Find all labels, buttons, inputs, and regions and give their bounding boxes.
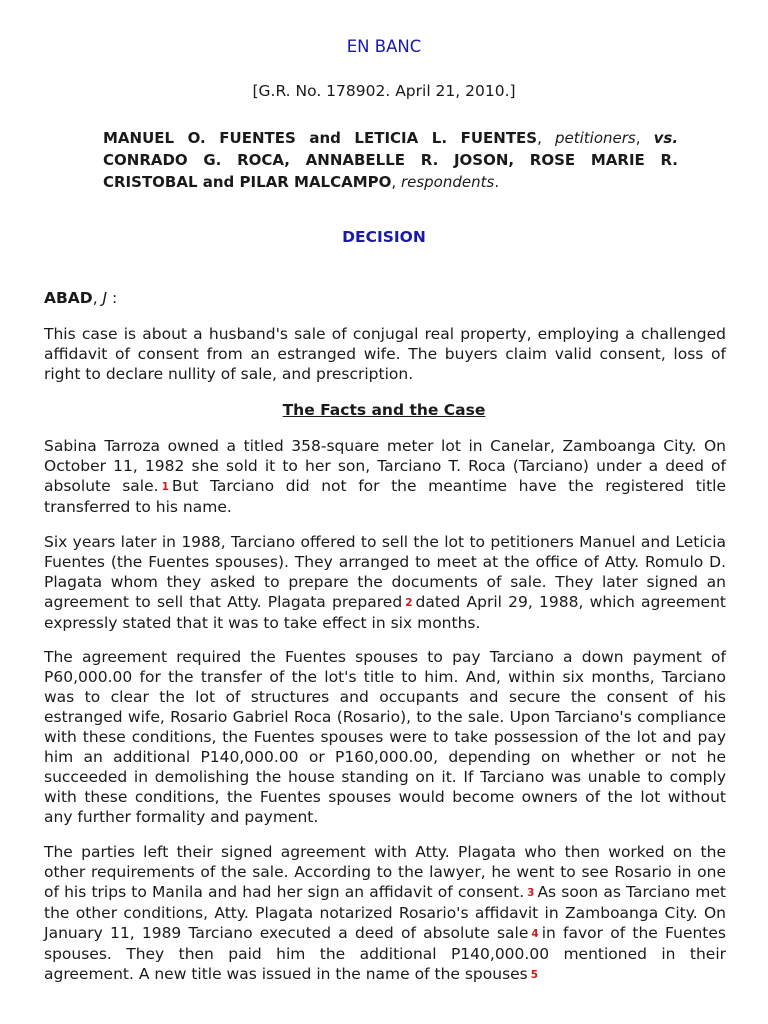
- petitioners-label: petitioners: [554, 129, 636, 147]
- paragraph-1: [44, 436, 726, 517]
- paragraph-3: The agreement required the Fuentes spouses to pay Tarciano a down payment of P60,000.00 for the transfer of the lot's title to him. And, within six months, Tarciano was to clear the lot of structures and occupants and secure the consent of his estranged wife, Rosario Gabriel Roca (Rosario), to the sale. Upon Tarciano's compliance with these conditions, the Fuentes spouses were to take possession of the lot and pay him an additional P140,000.00 or P160,000.00, depending on whether or not he succeeded in demolishing the house standing on it. If Tarciano was unable to comply with these conditions, the Fuentes spouses would become owners of the lot without any further formality and payment.: [44, 648, 726, 826]
- decision-title: DECISION: [342, 228, 426, 246]
- footnote-link-1[interactable]: 1: [161, 481, 169, 493]
- facts-heading: The Facts and the Case: [282, 401, 486, 419]
- paragraph-2-text-a: Six years later in 1988, Tarciano offered to sell the lot to petitioners Manuel and Leticia Fuentes (the Fuentes spouses). They arranged to meet at the office of Atty. Romulo D. Plagata whom they asked to prepare the documents of sale. They later signed an agreement to sell that Atty. Plagata prepared: [44, 533, 726, 611]
- versus-label: vs.: [653, 129, 679, 147]
- paragraph-1-text-a: Sabina Tarroza owned a titled 358-square meter lot in Canelar, Zamboanga City. On October 11, 1982 she sold it to her son, Tarciano T. Roca (Tarciano) under a deed of absolute sale.: [44, 437, 726, 495]
- footnote-link-3[interactable]: 3: [527, 887, 535, 899]
- ponente: ABAD, J :: [44, 289, 118, 307]
- ponente-suffix: J: [102, 289, 108, 307]
- paragraph-2: [44, 532, 726, 633]
- paragraph-4-text-a: The parties left their signed agreement with Atty. Plagata who then worked on the other requirements of the sale. According to the lawyer, he went to see Rosario in one of his trips to Manila and had her sign an affidavit of consent.: [44, 843, 726, 901]
- footnote-link-4[interactable]: 4: [531, 928, 539, 940]
- case-number: [G.R. No. 178902. April 21, 2010.]: [252, 82, 516, 100]
- division-label: EN BANC: [346, 37, 422, 56]
- ponente-name: ABAD: [44, 289, 93, 307]
- petitioners-names: MANUEL O. FUENTES and LETICIA L. FUENTES: [103, 129, 538, 147]
- paragraph-2-text-b: dated April 29, 1988, which agreement expressly stated that it was to take effect in six months.: [44, 593, 726, 632]
- respondents-names: CONRADO G. ROCA, ANNABELLE R. JOSON, ROSE MARIE R. CRISTOBAL and PILAR MALCAMPO: [103, 151, 678, 191]
- footnote-link-5[interactable]: 5: [530, 969, 539, 981]
- intro-paragraph: This case is about a husband's sale of conjugal real property, employing a challenged affidavit of consent from an estranged wife. The buyers claim valid consent, loss of right to declare nullity of sale, and prescription.: [44, 325, 726, 383]
- paragraph-4-text-c: in favor of the Fuentes spouses. They then paid him the additional P140,000.00 mentioned in their agreement. A new title was issued in the name of the spouses: [44, 924, 726, 983]
- paragraph-4-text-b: As soon as Tarciano met the other conditions, Atty. Plagata notarized Rosario's affidavit in Zamboanga City. On January 11, 1989 Tarciano executed a deed of absolute sale: [44, 883, 726, 942]
- footnote-link-2[interactable]: 2: [405, 597, 413, 609]
- respondents-label: respondents: [400, 173, 495, 191]
- paragraph-4: [44, 842, 726, 985]
- case-parties: MANUEL O. FUENTES and LETICIA L. FUENTES, petitioners, vs. CONRADO G. ROCA, ANNABELLE R. JOSON, ROSE MARIE R. CRISTOBAL and PILAR MALCAMPO, respondents.: [103, 129, 679, 191]
- paragraph-1-text-b: But Tarciano did not for the meantime have the registered title transferred to his name.: [44, 477, 726, 516]
